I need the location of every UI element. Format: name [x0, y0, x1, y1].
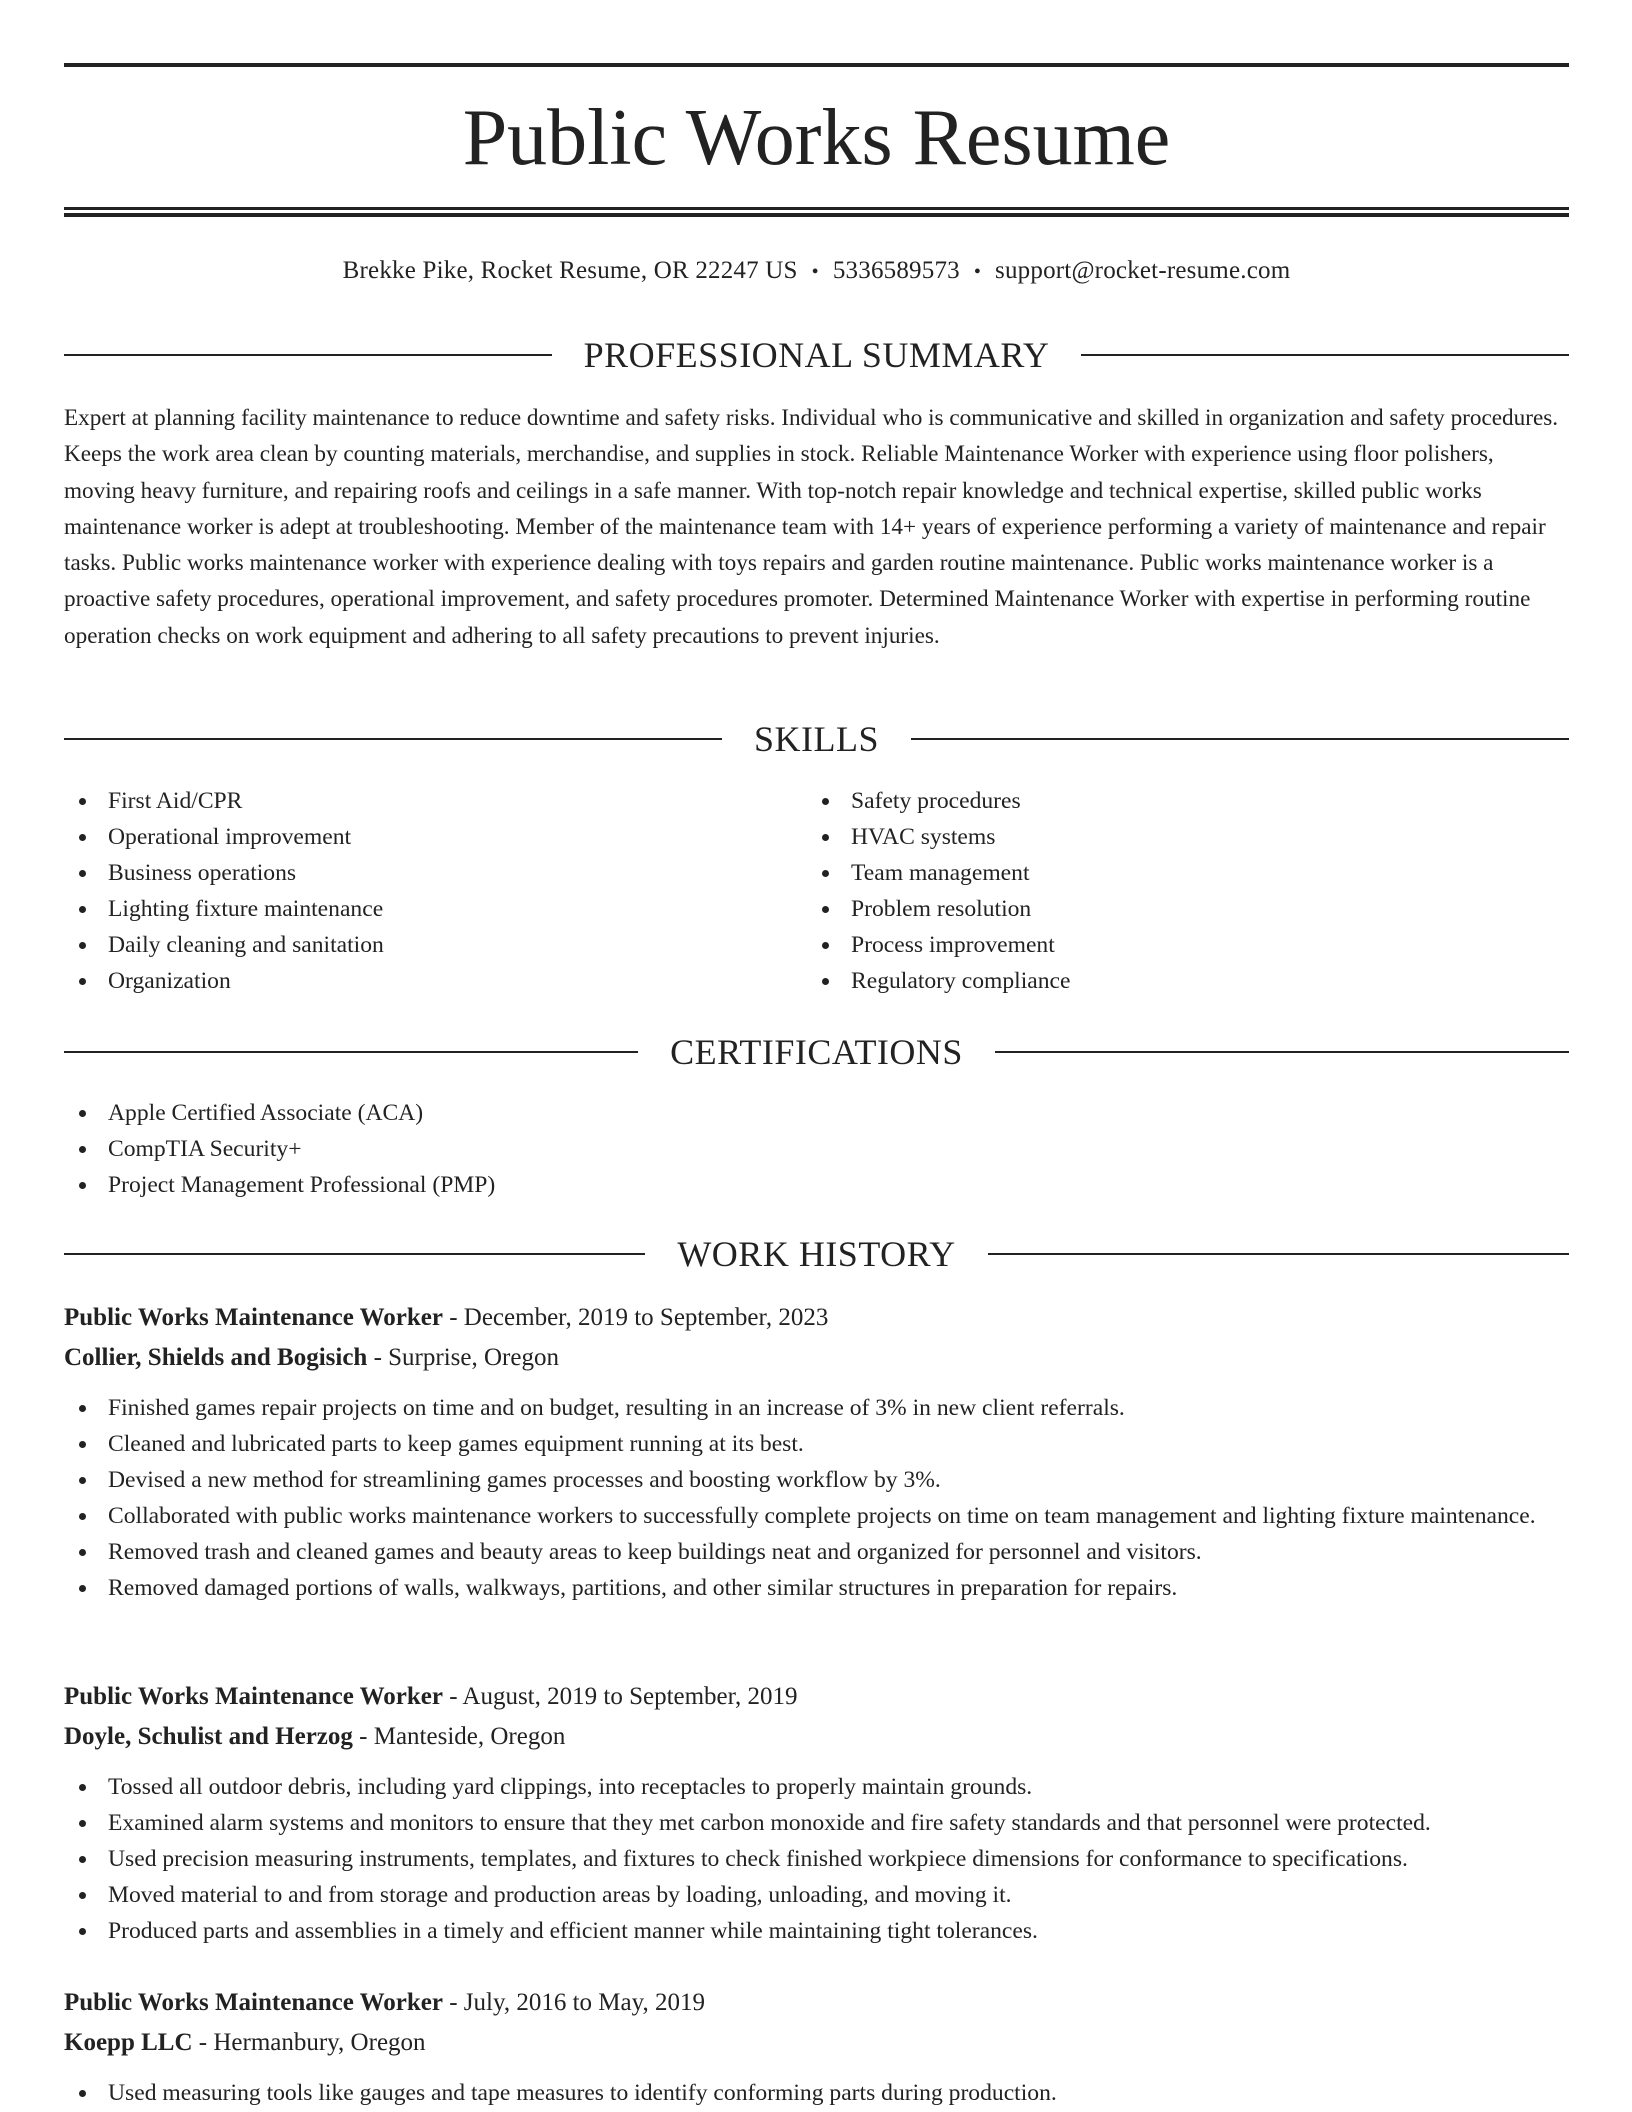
job-company: Koepp LLC — [64, 2029, 193, 2056]
job-dates: - July, 2016 to May, 2019 — [442, 1989, 705, 2016]
summary-section-title: PROFESSIONAL SUMMARY — [583, 335, 1050, 375]
certification-item: CompTIA Security+ — [64, 1131, 1569, 1167]
header-double-rule — [64, 207, 1569, 217]
job-entry — [64, 1298, 1569, 1606]
job-bullets — [64, 1769, 1569, 1949]
job-bullets — [64, 1390, 1569, 1606]
skill-item: First Aid/CPR — [64, 783, 764, 819]
skill-item: Operational improvement — [64, 819, 764, 855]
skill-item: Process improvement — [807, 927, 1507, 963]
job-bullet: Produced parts and assemblies in a timely and efficient manner while maintaining tight tolerances. — [64, 1913, 1569, 1949]
skills-list-right — [807, 783, 1507, 999]
work-history-section-title: WORK HISTORY — [677, 1234, 956, 1274]
section-rule-left — [64, 1253, 645, 1255]
section-rule-right — [911, 738, 1569, 740]
job-location: - Surprise, Oregon — [367, 1344, 559, 1371]
job-location: - Manteside, Oregon — [352, 1723, 566, 1750]
job-bullet: Removed trash and cleaned games and beauty areas to keep buildings neat and organized for personnel and visitors. — [64, 1534, 1569, 1570]
section-rule-right — [1081, 354, 1569, 356]
job-bullet: Used measuring tools like gauges and tape measures to identify conforming parts during production. — [64, 2075, 1569, 2111]
header-top-rule — [64, 63, 1569, 67]
section-rule-left — [64, 738, 722, 740]
job-role-line — [64, 1298, 1569, 1338]
job-company-line — [64, 1717, 1569, 1757]
work-history-section-header — [64, 1232, 1569, 1276]
job-bullet: Removed damaged portions of walls, walkways, partitions, and other similar structures in preparation for repairs. — [64, 1570, 1569, 1606]
job-company-line — [64, 1338, 1569, 1378]
contact-separator: • — [973, 261, 982, 283]
summary-paragraph: Expert at planning facility maintenance to reduce downtime and safety risks. Individual who is communicative and skilled in organization and safety procedures. Keeps the work area clean by counting materials, merchandise, and supplies in stock. Reliable Maintenance Worker with experience using floor polishers, moving heavy furniture, and repairing roofs and ceilings in a safe manner. With top-notch repair knowledge and technical expertise, skilled public works maintenance worker is adept at troubleshooting. Member of the maintenance team with 14+ years of experience performing a variety of maintenance and repair tasks. Public works maintenance worker with experience dealing with toys repairs and garden routine maintenance. Public works maintenance worker is a proactive safety procedures, operational improvement, and safety procedures promoter. Determined Maintenance Worker with expertise in performing routine operation checks on work equipment and adhering to all safety precautions to prevent injuries. — [64, 405, 1559, 649]
section-rule-left — [64, 354, 552, 356]
skill-item: Organization — [64, 963, 764, 999]
job-bullet: Used precision measuring instruments, templates, and fixtures to check finished workpiece dimensions for conformance to specifications. — [64, 1841, 1569, 1877]
skill-item: Team management — [807, 855, 1507, 891]
job-bullet: Tossed all outdoor debris, including yard clippings, into receptacles to properly maintain grounds. — [64, 1769, 1569, 1805]
skills-section-header — [64, 717, 1569, 761]
job-role-line — [64, 1677, 1569, 1717]
resume-title: Public Works Resume — [462, 94, 1171, 182]
contact-address: Brekke Pike, Rocket Resume, OR 22247 US — [342, 257, 798, 284]
job-company: Collier, Shields and Bogisich — [64, 1344, 368, 1371]
job-dates: - August, 2019 to September, 2019 — [442, 1683, 798, 1710]
section-rule-right — [995, 1051, 1569, 1053]
job-entry — [64, 1677, 1569, 1949]
skill-item: HVAC systems — [807, 819, 1507, 855]
skill-item: Regulatory compliance — [807, 963, 1507, 999]
skill-item: Daily cleaning and sanitation — [64, 927, 764, 963]
summary-section-header — [64, 333, 1569, 377]
skill-item: Lighting fixture maintenance — [64, 891, 764, 927]
contact-line — [64, 254, 1569, 289]
job-company-line — [64, 2023, 1569, 2063]
section-rule-left — [64, 1051, 638, 1053]
certifications-section-title: CERTIFICATIONS — [670, 1032, 963, 1072]
job-bullet: Cleaned and lubricated parts to keep games equipment running at its best. — [64, 1426, 1569, 1462]
job-bullet: Collaborated with public works maintenance workers to successfully complete projects on time on team management and lighting fixture maintenance. — [64, 1498, 1569, 1534]
skill-item: Safety procedures — [807, 783, 1507, 819]
certifications-list — [64, 1095, 1569, 1203]
section-rule-right — [988, 1253, 1569, 1255]
job-bullet: Finished games repair projects on time and on budget, resulting in an increase of 3% in new client referrals. — [64, 1390, 1569, 1426]
certifications-section-header — [64, 1030, 1569, 1074]
job-company: Doyle, Schulist and Herzog — [64, 1723, 353, 1750]
job-bullet: Examined alarm systems and monitors to ensure that they met carbon monoxide and fire safety standards and that personnel were protected. — [64, 1805, 1569, 1841]
skills-list-left — [64, 783, 764, 999]
certification-item: Project Management Professional (PMP) — [64, 1167, 1569, 1203]
job-role-line — [64, 1983, 1569, 2023]
skills-section-title: SKILLS — [754, 719, 880, 759]
skill-item: Business operations — [64, 855, 764, 891]
skill-item: Problem resolution — [807, 891, 1507, 927]
job-title: Public Works Maintenance Worker — [64, 1304, 443, 1331]
contact-separator: • — [811, 261, 819, 283]
job-title: Public Works Maintenance Worker — [64, 1683, 443, 1710]
contact-email: support@rocket-resume.com — [995, 257, 1291, 284]
job-dates: - December, 2019 to September, 2023 — [442, 1304, 829, 1331]
job-bullets — [64, 2075, 1569, 2111]
job-bullet: Moved material to and from storage and production areas by loading, unloading, and moving it. — [64, 1877, 1569, 1913]
job-bullet: Devised a new method for streamlining games processes and boosting workflow by 3%. — [64, 1462, 1569, 1498]
certification-item: Apple Certified Associate (ACA) — [64, 1095, 1569, 1131]
job-entry — [64, 1983, 1569, 2111]
job-title: Public Works Maintenance Worker — [64, 1989, 443, 2016]
job-location: - Hermanbury, Oregon — [192, 2029, 426, 2056]
contact-phone: 5336589573 — [832, 257, 960, 284]
